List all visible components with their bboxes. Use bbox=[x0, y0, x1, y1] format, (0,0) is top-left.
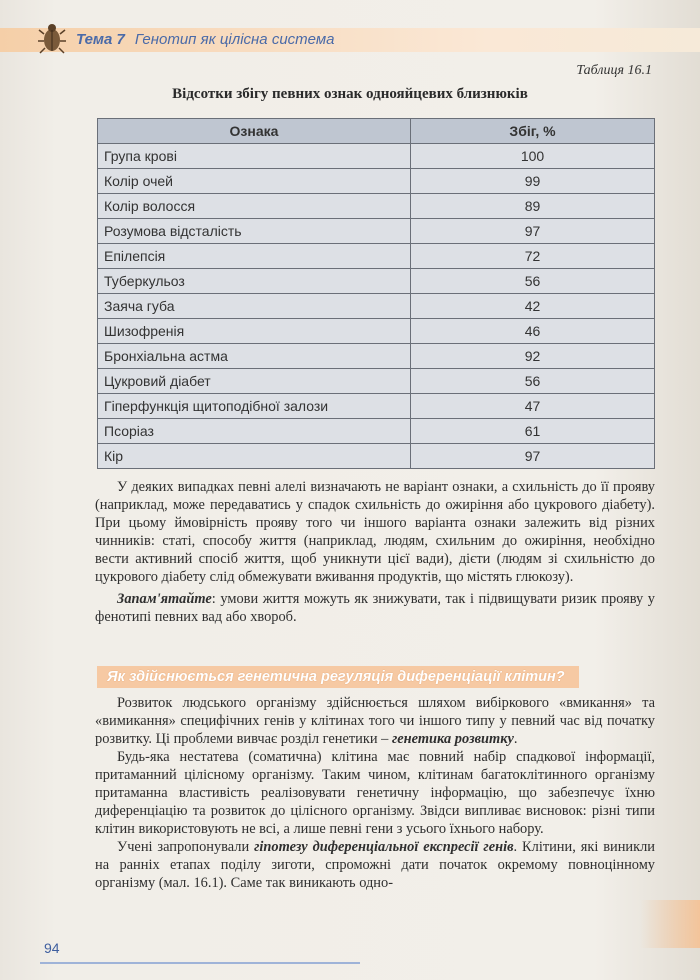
data-table bbox=[97, 118, 655, 469]
match-cell: 99 bbox=[411, 169, 655, 194]
match-cell: 97 bbox=[411, 444, 655, 469]
trait-cell: Колір очей bbox=[98, 169, 411, 194]
match-cell: 100 bbox=[411, 144, 655, 169]
trait-cell: Псоріаз bbox=[98, 419, 411, 444]
trait-cell: Бронхіальна астма bbox=[98, 344, 411, 369]
trait-cell: Кір bbox=[98, 444, 411, 469]
table-row bbox=[98, 194, 655, 219]
development-end: . bbox=[513, 731, 518, 747]
term-developmental-genetics: генетика розвитку bbox=[391, 731, 514, 747]
table-row bbox=[98, 419, 655, 444]
trait-cell: Заяча губа bbox=[98, 294, 411, 319]
paragraph-hypothesis bbox=[95, 838, 655, 892]
table-row bbox=[98, 394, 655, 419]
table-header-row bbox=[98, 119, 655, 144]
table-row bbox=[98, 369, 655, 394]
paragraph-somatic-cell: Будь-яка нестатева (соматична) клітина має повний набір спадкової інформації, притаманний цілісному організму. Таким чином, клітинам багатоклітинного організму притаманна властивість реалізовувати генетичну інформацію, що забезпечує їхню диференціацію та розвиток до цілісного організму. Звідси випливає висновок: різні типи клітин використовують не всі, а лише певні гени з усього їхнього набору. bbox=[95, 749, 655, 837]
match-cell: 61 bbox=[411, 419, 655, 444]
trait-cell: Розумова відсталість bbox=[98, 219, 411, 244]
text-block-2 bbox=[95, 694, 655, 892]
column-header-match: Збіг, % bbox=[411, 119, 655, 144]
match-cell: 56 bbox=[411, 369, 655, 394]
text-block-1 bbox=[95, 478, 655, 626]
table-row bbox=[98, 444, 655, 469]
trait-cell: Туберкульоз bbox=[98, 269, 411, 294]
remember-text: : умови життя можуть як знижувати, так і підвищувати ризик прояву у фенотипі певних вад або хвороб. bbox=[95, 591, 655, 625]
development-text: Розвиток людського організму здійснюється шляхом вибіркового «вмикання» та «вимикання» специфічних генів у клітинах того чи іншого типу у певний час від початку розвитку. Ці проблеми вивчає розділ генетики – bbox=[95, 695, 655, 747]
table-title: Відсотки збігу певних ознак однояйцевих близнюків bbox=[172, 86, 528, 102]
trait-cell: Група крові bbox=[98, 144, 411, 169]
table-caption: Таблиця 16.1 bbox=[576, 63, 652, 78]
trait-cell: Епілепсія bbox=[98, 244, 411, 269]
trait-cell: Шизофренія bbox=[98, 319, 411, 344]
term-differential-expression: гіпотезу диференціальної експресії генів bbox=[254, 839, 514, 855]
column-header-trait: Ознака bbox=[98, 119, 411, 144]
match-cell: 47 bbox=[411, 394, 655, 419]
paragraph-predisposition: У деяких випадках певні алелі визначають не варіант ознаки, а схильність до її прояву (наприклад, може передаватись у спадок схильність до ожиріння або цукрового діабету). При цьому ймовірність прояву того чи іншого варіанта ознаки залежить від різних чинників: статі, способу життя (наприклад, людям, схильним до ожиріння, необхідно вести активний спосіб життя, щоб уникнути цієї вади), дієти (людям зі схильністю до цукрового діабету слід обмежувати вживання продуктів, що містять глюкозу). bbox=[95, 479, 655, 585]
trait-cell: Колір волосся bbox=[98, 194, 411, 219]
beetle-icon bbox=[38, 20, 66, 56]
table-row bbox=[98, 319, 655, 344]
paragraph-remember bbox=[95, 590, 655, 626]
hypothesis-start: Учені запропонували bbox=[117, 839, 255, 855]
section-heading: Як здійснюється генетична регуляція диференціації клітин? bbox=[97, 666, 579, 688]
match-cell: 89 bbox=[411, 194, 655, 219]
match-cell: 72 bbox=[411, 244, 655, 269]
paragraph-development bbox=[95, 694, 655, 748]
table-row bbox=[98, 169, 655, 194]
remember-label: Запам'ятайте bbox=[117, 591, 212, 607]
topic-title: Генотип як цілісна система bbox=[134, 31, 335, 48]
match-cell: 42 bbox=[411, 294, 655, 319]
trait-cell: Цукровий діабет bbox=[98, 369, 411, 394]
table-row bbox=[98, 294, 655, 319]
table-row bbox=[98, 269, 655, 294]
page-edge-accent bbox=[640, 900, 700, 948]
match-cell: 97 bbox=[411, 219, 655, 244]
match-cell: 46 bbox=[411, 319, 655, 344]
match-cell: 92 bbox=[411, 344, 655, 369]
footer-rule bbox=[40, 962, 360, 964]
table-row bbox=[98, 344, 655, 369]
table-row bbox=[98, 244, 655, 269]
match-cell: 56 bbox=[411, 269, 655, 294]
header-title bbox=[76, 31, 334, 48]
table-row bbox=[98, 219, 655, 244]
trait-cell: Гіперфункція щитоподібної залози bbox=[98, 394, 411, 419]
topic-label: Тема 7 bbox=[76, 31, 125, 48]
table-row bbox=[98, 144, 655, 169]
page-number: 94 bbox=[44, 940, 60, 956]
hypothesis-text: . Клітини, які виникли на ранніх етапах поділу зиготи, спроможні дати початок окремому повноцінному організму (мал. 16.1). Саме так виникають одно- bbox=[95, 839, 655, 891]
